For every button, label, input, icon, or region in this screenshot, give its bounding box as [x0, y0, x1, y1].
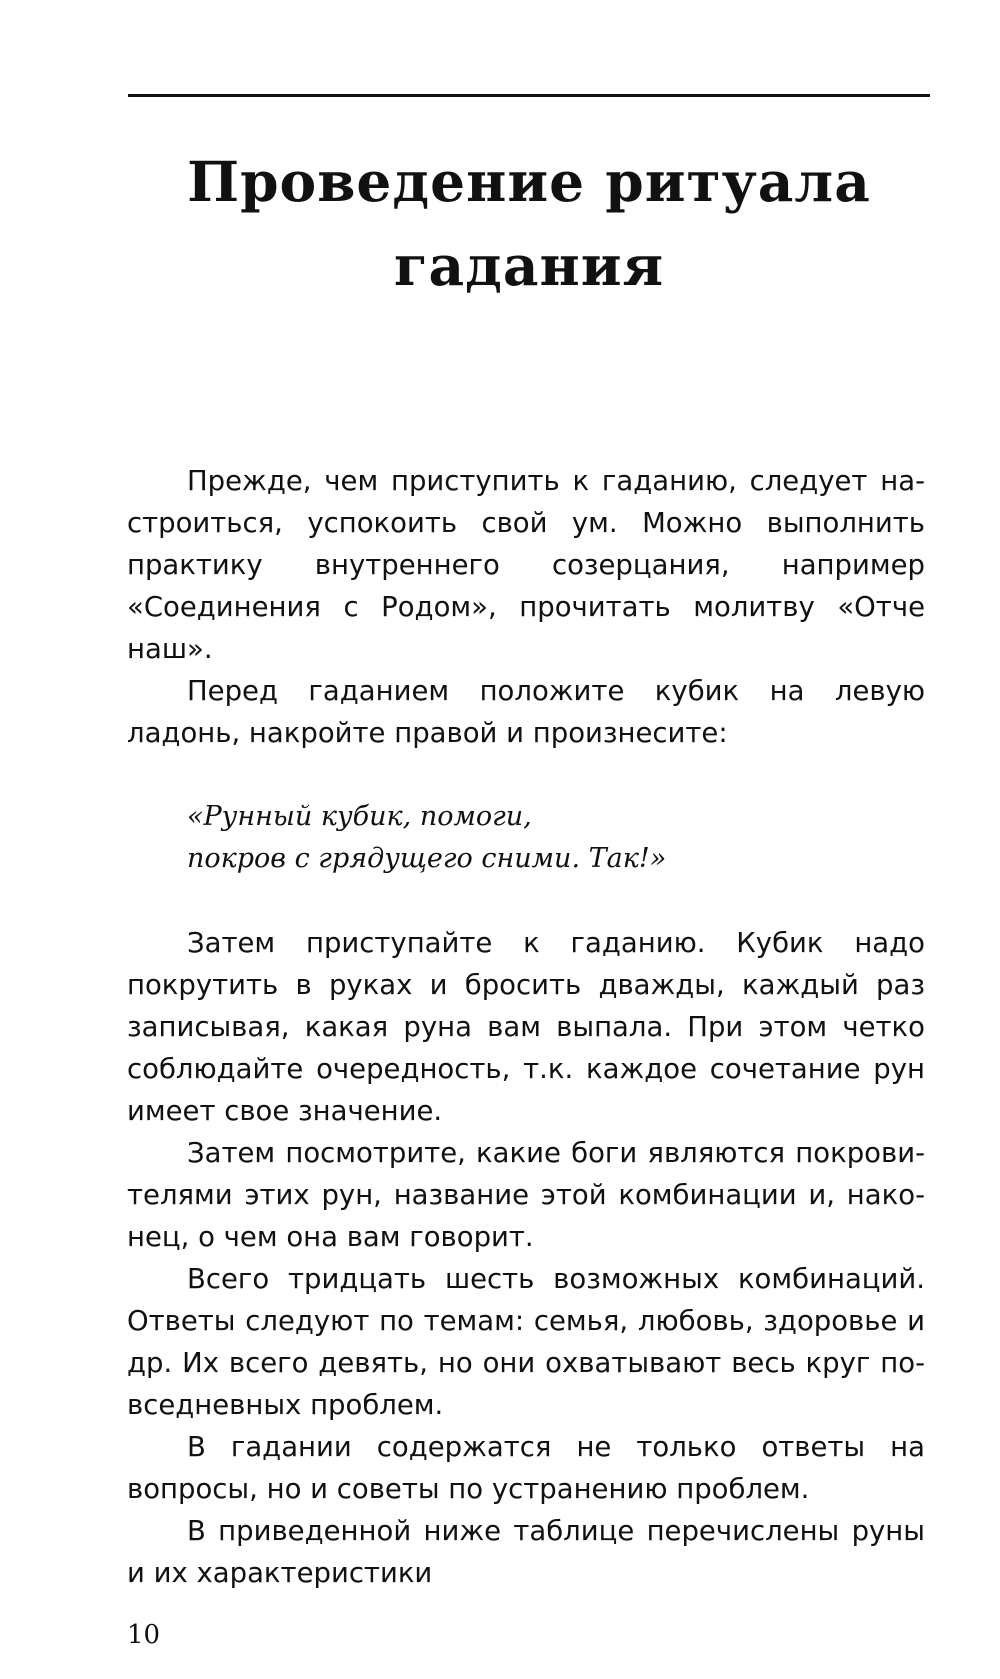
paragraph-7: В приведенной ниже таблице перечислены руны и их характеристики [127, 1515, 925, 1589]
paragraph-1: Прежде, чем приступить к гаданию, следует настроиться, успокоить свой ум. Можно выполнить практику внутреннего созерцания, например «Соединения с Родом», прочитать молитву «Отче наш». [127, 465, 925, 665]
top-rule [128, 94, 930, 97]
page-number: 10 [127, 1620, 161, 1650]
paragraph-2: Перед гаданием положите кубик на левую ладонь, накройте правой и произнесите: [127, 675, 925, 749]
paragraph-4: Затем посмотрите, какие боги являются покровителями этих рун, название этой комбинации и, наконец, о чем она вам говорит. [127, 1137, 925, 1253]
paragraph-3: Затем приступайте к гаданию. Кубик надо покрутить в руках и бросить дважды, каждый раз записывая, какая руна вам выпала. При этом четко соблюдайте очередность, т.к. каждое сочетание рун имеет свое значение. [127, 927, 925, 1127]
chapter-title-line-1: Проведение ритуала [187, 149, 871, 214]
chapter-title [128, 140, 930, 308]
chapter-title-line-2: гадания [393, 233, 665, 298]
paragraph-5: Всего тридцать шесть возможных комбинаций. Ответы следуют по темам: семья, любовь, здоровье и др. Их всего девять, но они охватывают весь круг повседневных проблем. [127, 1263, 925, 1421]
body-text [127, 460, 925, 1594]
incantation-verse [187, 796, 925, 880]
paragraph-6: В гадании содержатся не только ответы на вопросы, но и советы по устранению проблем. [127, 1431, 925, 1505]
verse-line-2: покров с грядущего сними. Так!» [187, 843, 667, 874]
verse-line-1: «Рунный кубик, помоги, [187, 801, 532, 832]
